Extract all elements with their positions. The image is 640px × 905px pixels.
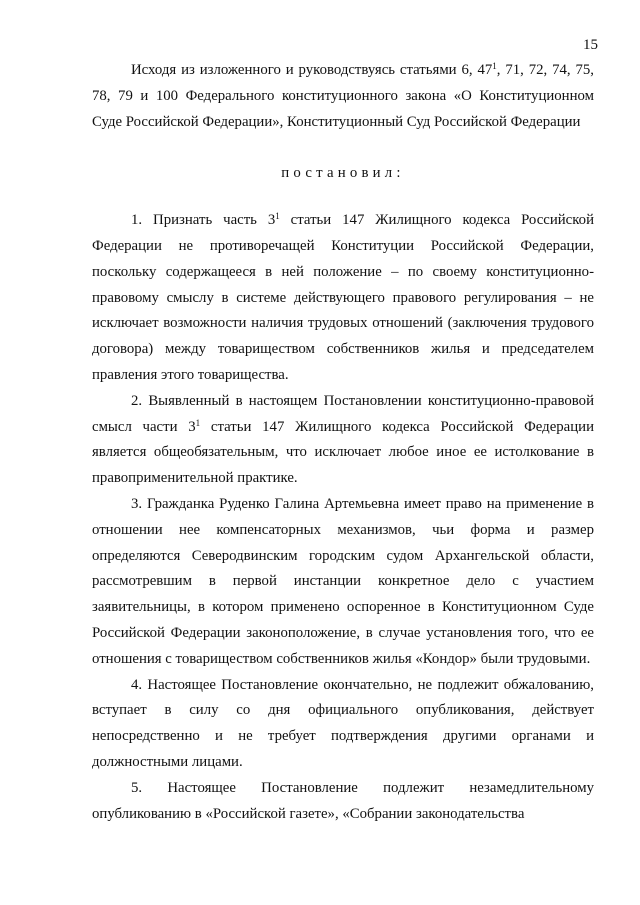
intro-text-end: , 71, 72, 74, 75, 78, 79 и 100 Федерального конституционного закона «О Конституционном Суде Российской Федерации», Конституционный Суд Российской Федерации [92,62,594,130]
resolution-item-5: 5. Настоящее Постановление подлежит незамедлительному опубликованию в «Российской газете», «Собрании законодательства [92,779,594,822]
item-1-text-end: статьи 147 Жилищного кодекса Российской Федерации не противоречащей Конституции Российской Федерации, поскольку содержащееся в ней положение – по своему конституционно-правовому смыслу в системе действующего правового регулирования – не исключает возможности наличия трудовых отношений (заключения трудового договора) между товариществом собственников жилья и председателем правления этого товарищества. [92,212,594,383]
intro-text-start: Исходя из изложенного и руководствуясь статьями 6, 47 [131,62,493,78]
page-number: 15 [583,37,598,53]
item-2-superscript: 1 [195,417,201,428]
resolution-item-1 [92,208,594,389]
item-1-superscript: 1 [275,211,280,222]
item-1-text-start: 1. Признать часть 3 [131,212,276,229]
resolution-item-2 [92,389,594,492]
resolution-item-3: 3. Гражданка Руденко Галина Артемьевна имеет право на применение в отношении нее компенсаторных механизмов, чьи форма и размер определяются Северодвинским городским судом Архангельской области, рассмотревшим в первой инстанции конкретное дело с участием заявительницы, в котором применено оспоренное в Конституционном Суде Российской Федерации законоположение, в случае установления того, что ее отношения с товариществом собственников жилья «Кондор» были трудовыми. [92,495,594,667]
document-body [92,58,594,827]
resolution-heading: постановил: [281,165,405,182]
intro-superscript: 1 [492,61,497,71]
intro-paragraph [92,58,594,135]
resolution-item-4: 4. Настоящее Постановление окончательно, не подлежит обжалованию, вступает в силу со дня официального опубликования, действует непосредственно и не требует подтверждения другими органами и должностными лицами. [92,676,594,770]
item-2-text-start: 2. Выявленный в настоящем Постановлении конституционно-правовой смысл части 3 [92,392,594,435]
item-2-text-end: статьи 147 Жилищного кодекса Российской Федерации является общеобязательным, что исключает любое иное ее истолкование в правоприменительной практике. [92,418,594,487]
